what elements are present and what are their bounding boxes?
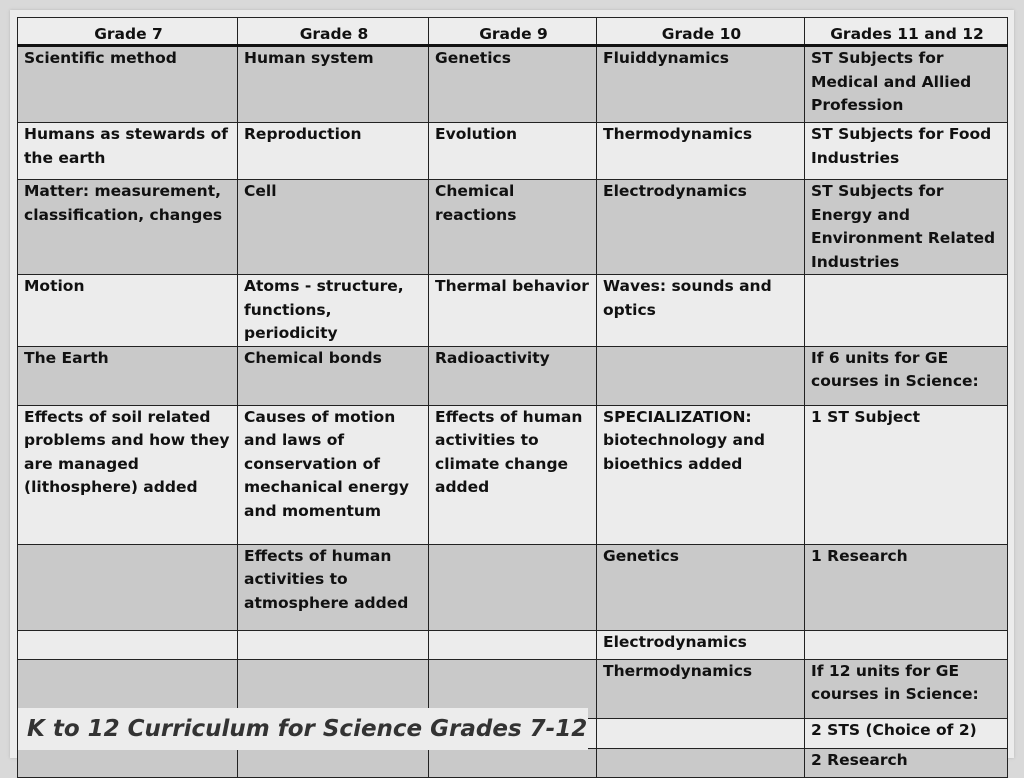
table-row	[18, 275, 1008, 347]
table-cell: Reproduction	[238, 123, 429, 180]
table-cell: Motion	[18, 275, 238, 347]
table-cell: Genetics	[429, 46, 597, 123]
table-cell: Chemical bonds	[238, 346, 429, 405]
table-cell: ST Subjects for Food Industries	[805, 123, 1008, 180]
table-cell: If 12 units for GE courses in Science:	[805, 659, 1008, 718]
table-cell: If 6 units for GE courses in Science:	[805, 346, 1008, 405]
table-cell: ST Subjects for Energy and Environment Related Industries	[805, 180, 1008, 275]
table-cell: Radioactivity	[429, 346, 597, 405]
header-grade-8: Grade 8	[238, 18, 429, 46]
table-cell: Thermodynamics	[597, 659, 805, 718]
table-cell	[429, 544, 597, 630]
header-grade-10: Grade 10	[597, 18, 805, 46]
table-row	[18, 630, 1008, 659]
table-cell: 1 Research	[805, 544, 1008, 630]
table-row	[18, 123, 1008, 180]
table-cell: Cell	[238, 180, 429, 275]
table-cell: Electrodynamics	[597, 630, 805, 659]
table-cell: ST Subjects for Medical and Allied Profession	[805, 46, 1008, 123]
slide-title: K to 12 Curriculum for Science Grades 7-12	[27, 716, 588, 742]
table-cell	[429, 630, 597, 659]
table-cell: Causes of motion and laws of conservation of mechanical energy and momentum	[238, 405, 429, 544]
table-cell: 2 STS (Choice of 2)	[805, 718, 1008, 748]
table-cell: Genetics	[597, 544, 805, 630]
table-cell	[805, 630, 1008, 659]
table-cell: 1 ST Subject	[805, 405, 1008, 544]
table-row	[18, 544, 1008, 630]
curriculum-table	[17, 17, 1008, 778]
table-cell: Evolution	[429, 123, 597, 180]
table-cell: Effects of soil related problems and how they are managed (lithosphere) added	[18, 405, 238, 544]
table-cell	[597, 718, 805, 748]
table-row	[18, 180, 1008, 275]
table-cell: Matter: measurement, classification, changes	[18, 180, 238, 275]
table-cell	[18, 748, 238, 777]
table-cell: Waves: sounds and optics	[597, 275, 805, 347]
table-cell	[805, 275, 1008, 347]
table-header-row	[18, 18, 1008, 46]
table-cell: Effects of human activities to atmosphere added	[238, 544, 429, 630]
table-cell: Effects of human activities to climate change added	[429, 405, 597, 544]
table-cell: Human system	[238, 46, 429, 123]
table-cell: SPECIALIZATION: biotechnology and bioethics added	[597, 405, 805, 544]
table-cell: The Earth	[18, 346, 238, 405]
table-cell	[238, 630, 429, 659]
table-cell: Electrodynamics	[597, 180, 805, 275]
table-cell	[597, 346, 805, 405]
table-cell: 2 Research	[805, 748, 1008, 777]
table-row	[18, 346, 1008, 405]
table-cell: Scientific method	[18, 46, 238, 123]
table-cell	[597, 748, 805, 777]
table-cell	[18, 630, 238, 659]
table-cell	[238, 748, 429, 777]
table-cell: Atoms - structure, functions, periodicity	[238, 275, 429, 347]
table-cell	[18, 544, 238, 630]
table-cell	[429, 748, 597, 777]
table-row	[18, 748, 1008, 777]
header-grades-11-12: Grades 11 and 12	[805, 18, 1008, 46]
table-row	[18, 405, 1008, 544]
table-cell: Fluiddynamics	[597, 46, 805, 123]
table-cell: Chemical reactions	[429, 180, 597, 275]
header-grade-9: Grade 9	[429, 18, 597, 46]
table-cell: Thermal behavior	[429, 275, 597, 347]
table-cell: Thermodynamics	[597, 123, 805, 180]
table-cell: Humans as stewards of the earth	[18, 123, 238, 180]
table-row	[18, 46, 1008, 123]
header-grade-7: Grade 7	[18, 18, 238, 46]
